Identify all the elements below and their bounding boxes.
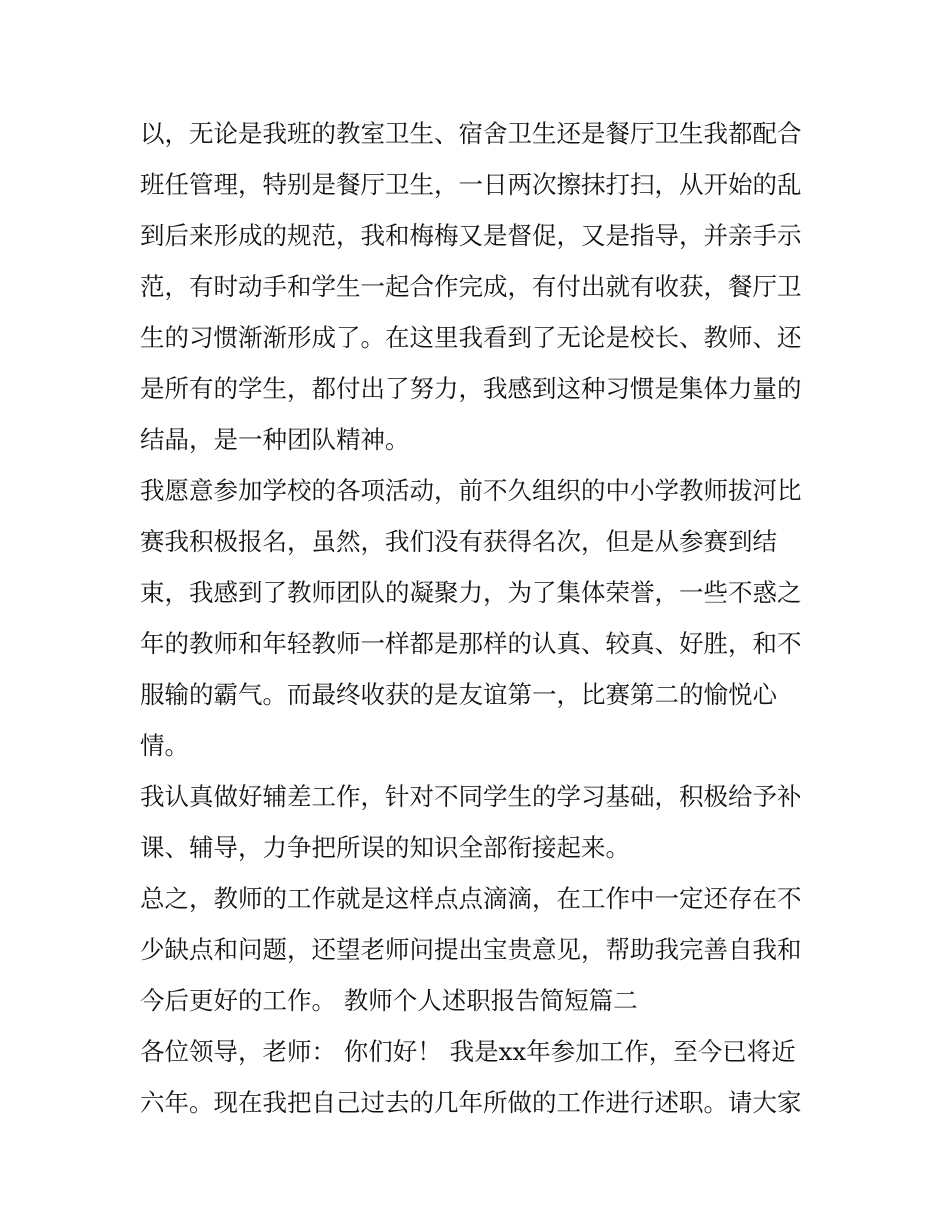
text-line: 课、辅导，力争把所误的知识全部衔接起来。 (140, 833, 630, 862)
text-line: 是所有的学生，都付出了努力，我感到这种习惯是集体力量的 (140, 374, 802, 403)
text-line: 结晶，是一种团队精神。 (140, 425, 410, 454)
text-line: 今后更好的工作。 教师个人述职报告简短篇二 (140, 986, 638, 1015)
text-line: 年的教师和年轻教师一样都是那样的认真、较真、好胜，和不 (140, 629, 802, 658)
text-line: 服输的霸气。而最终收获的是友谊第一，比赛第二的愉悦心 (140, 680, 777, 709)
text-line: 以，无论是我班的教室卫生、宿舍卫生还是餐厅卫生我都配合 (140, 119, 802, 148)
text-line: 少缺点和问题，还望老师问提出宝贵意见，帮助我完善自我和 (140, 935, 802, 964)
text-line: 我认真做好辅差工作，针对不同学生的学习基础，积极给予补 (140, 782, 802, 811)
document-body (140, 108, 820, 1128)
text-line: 生的习惯渐渐形成了。在这里我看到了无论是校长、教师、还 (140, 323, 802, 352)
text-line: 班任管理，特别是餐厅卫生，一日两次擦抹打扫，从开始的乱 (140, 170, 802, 199)
text-line: 束，我感到了教师团队的凝聚力，为了集体荣誉，一些不惑之 (140, 578, 802, 607)
text-line: 六年。现在我把自己过去的几年所做的工作进行述职。请大家 (140, 1088, 802, 1117)
text-line: 我愿意参加学校的各项活动，前不久组织的中小学教师拔河比 (140, 476, 802, 505)
text-line: 范，有时动手和学生一起合作完成，有付出就有收获，餐厅卫 (140, 272, 802, 301)
text-line: 赛我积极报名，虽然，我们没有获得名次，但是从参赛到结 (140, 527, 777, 556)
text-line: 各位领导，老师： 你们好！ 我是xx年参加工作，至今已将近 (140, 1037, 796, 1066)
text-line: 情。 (140, 731, 189, 760)
text-line: 到后来形成的规范，我和梅梅又是督促，又是指导，并亲手示 (140, 221, 802, 250)
text-line: 总之，教师的工作就是这样点点滴滴，在工作中一定还存在不 (140, 884, 802, 913)
